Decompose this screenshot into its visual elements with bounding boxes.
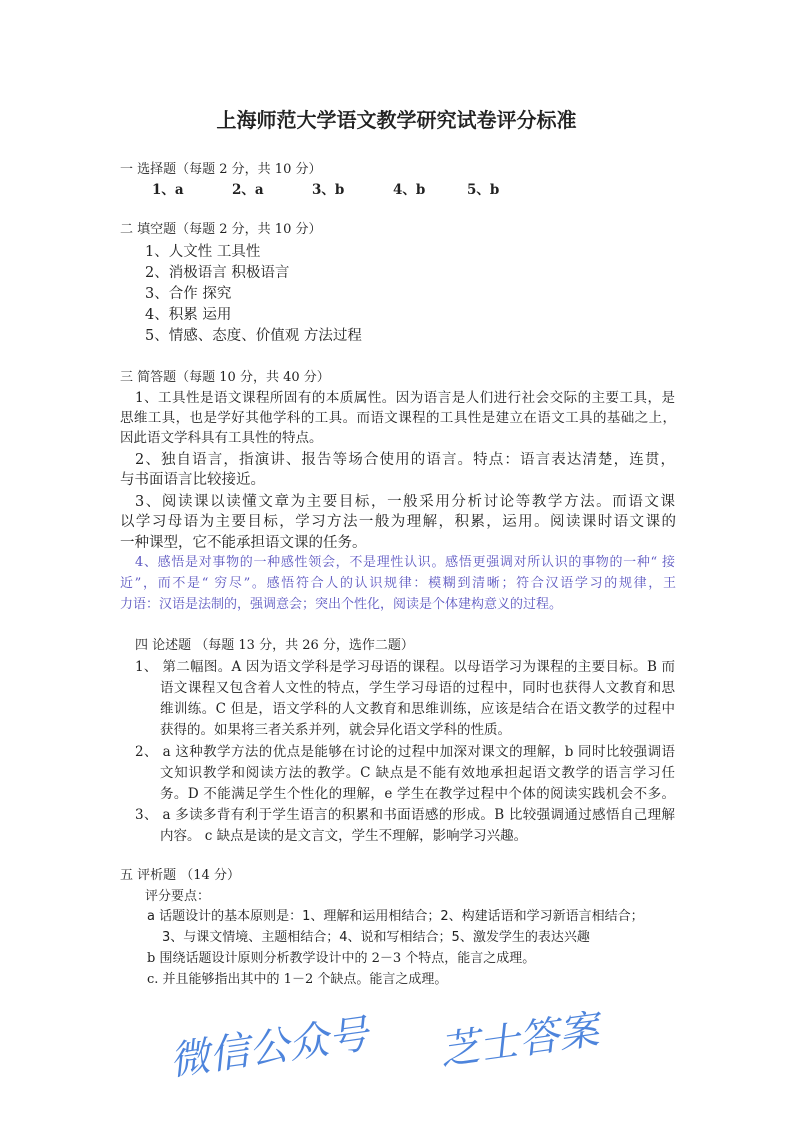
scoring-line: 3、与课文情境、主题相结合；4、说和写相结合；5、激发学生的表达兴趣	[162, 930, 590, 945]
section-4-heading: 四 论述题 （每题 13 分，共 26 分，选作二题）	[135, 638, 414, 653]
answer-3: 3、b	[312, 182, 345, 198]
section-2-heading: 二 填空题（每题 2 分，共 10 分）	[120, 222, 322, 237]
handwritten-watermark: 芝士答案	[436, 1006, 602, 1075]
essay-line: 维训练。C 但是，语文学科的人文教育和思维训练，应该是结合在语文教学的过程中	[160, 701, 675, 717]
answer-line: 3、阅读课以读懂文章为主要目标，一般采用分析讨论等教学方法。而语文课	[135, 494, 675, 510]
answer-line-blue: 近”，而不是“ 穷尽”。感悟符合人的认识规律：模糊到清晰；符合汉语学习的规律，王	[120, 576, 676, 591]
section-1-heading: 一 选择题（每题 2 分，共 10 分）	[120, 162, 322, 177]
scoring-line: a 话题设计的基本原则是：1、理解和运用相结合；2、构建话语和学习新语言相结合；	[147, 909, 644, 924]
scoring-line: b 围绕话题设计原则分析教学设计中的 2－3 个特点，能言之成理。	[147, 951, 536, 966]
answer-line: 一种课型，它不能承担语文课的任务。	[120, 535, 367, 551]
essay-line: 务。D 不能满足学生个性化的理解，e 学生在教学过程中个体的阅读实践机会不多。	[160, 786, 675, 802]
scoring-points-label: 评分要点：	[145, 889, 211, 904]
answer-line: 因此语文学科具有工具性的特点。	[120, 430, 323, 446]
essay-line: 文知识教学和阅读方法的教学。C 缺点是不能有效地承担起语文教学的语言学习任	[160, 765, 675, 781]
answer-5: 5、b	[467, 182, 500, 198]
essay-line: 语文课程又包含着人文性的特点，学生学习母语的过程中，同时也获得人文教育和思	[160, 680, 675, 696]
answer-line-blue: 4、感悟是对事物的一种感性领会，不是理性认识。感悟更强调对所认识的事物的一种“ 接	[135, 555, 675, 570]
fill-item: 2、消极语言 积极语言	[145, 265, 290, 281]
section-5-heading: 五 评析题 （14 分）	[120, 868, 240, 883]
fill-item: 4、积累 运用	[145, 307, 232, 323]
section-3-heading: 三 简答题（每题 10 分，共 40 分）	[120, 370, 330, 385]
answer-line: 与书面语言比较接近。	[120, 472, 265, 488]
fill-item: 3、合作 探究	[145, 286, 232, 302]
answer-4: 4、b	[393, 182, 426, 198]
essay-line: 3、 a 多读多背有利于学生语言的积累和书面语感的形成。B 比较强调通过感悟自己理解	[135, 807, 675, 823]
essay-line: 获得的。如果将三者关系并列，就会异化语文学科的性质。	[160, 722, 511, 738]
essay-line: 2、 a 这种教学方法的优点是能够在讨论的过程中加深对课文的理解，b 同时比较强调语	[135, 744, 675, 760]
answer-line-blue: 力语：汉语是法制的，强调意会；突出个性化，阅读是个体建构意义的过程。	[120, 597, 563, 612]
scoring-line: c. 并且能够指出其中的 1－2 个缺点。能言之成理。	[147, 972, 448, 987]
answer-line: 以学习母语为主要目标，学习方法一般为理解，积累，运用。阅读课时语文课的	[120, 514, 676, 530]
handwritten-watermark: 微信公众号	[166, 1011, 372, 1085]
answer-line: 2、独自语言，指演讲、报告等场合使用的语言。特点：语言表达清楚，连贯，	[135, 452, 675, 468]
answer-1: 1、a	[152, 182, 184, 198]
essay-line: 内容。 c 缺点是读的是文言文，学生不理解，影响学习兴趣。	[160, 828, 528, 844]
fill-item: 5、情感、态度、价值观 方法过程	[145, 328, 362, 344]
answer-line: 1、工具性是语文课程所固有的本质属性。因为语言是人们进行社会交际的主要工具，是	[135, 390, 675, 406]
answer-2: 2、a	[232, 182, 264, 198]
essay-line: 1、 第二幅图。A 因为语文学科是学习母语的课程。以母语学习为课程的主要目标。B 而	[135, 659, 675, 675]
page-title: 上海师范大学语文教学研究试卷评分标准	[216, 108, 577, 132]
answer-line: 思维工具，也是学好其他学科的工具。而语文课程的工具性是建立在语文工具的基础之上，	[120, 410, 676, 426]
fill-item: 1、人文性 工具性	[145, 244, 261, 260]
